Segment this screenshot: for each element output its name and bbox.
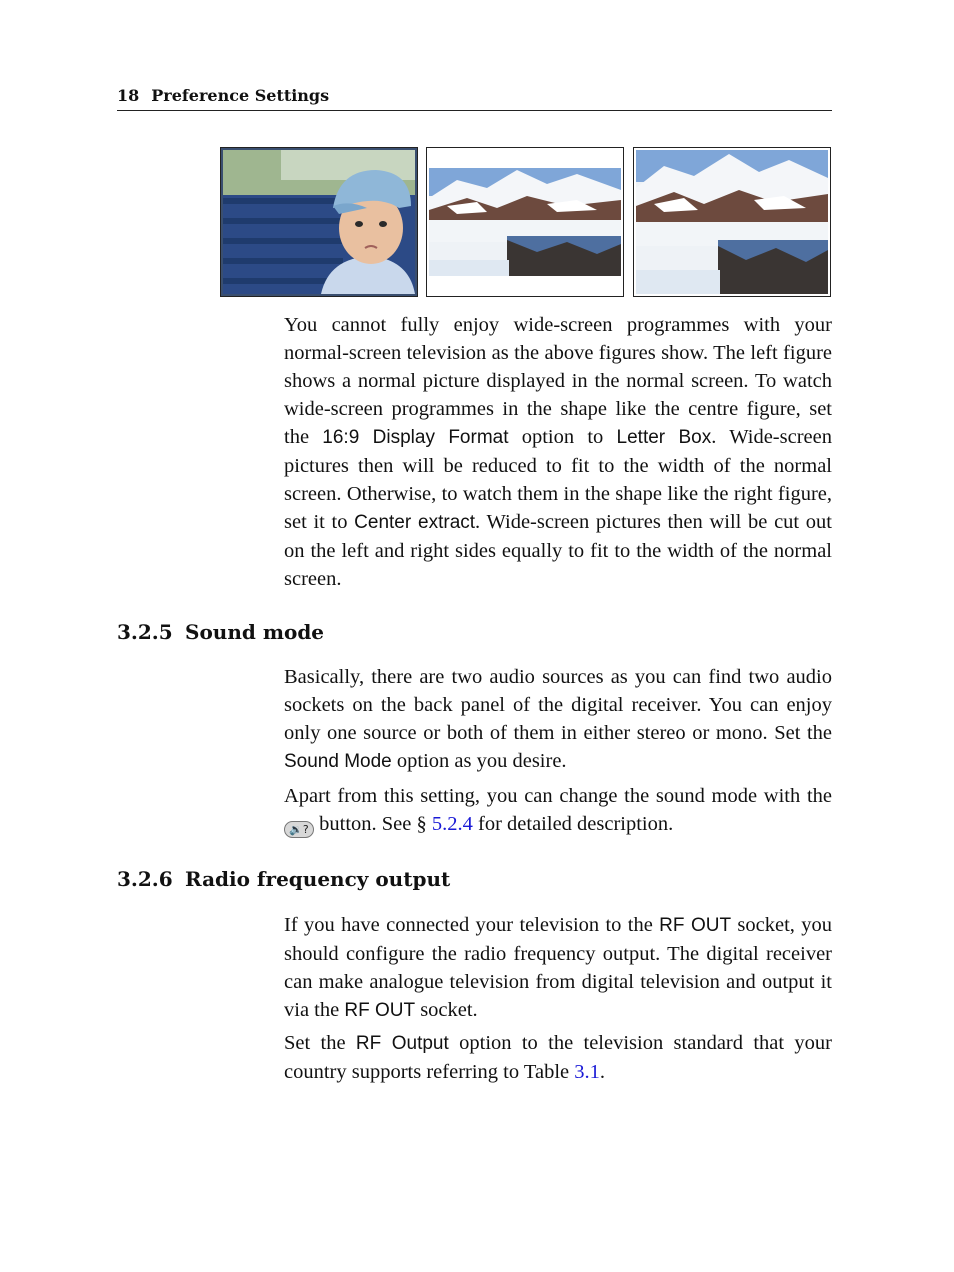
running-header xyxy=(117,86,832,111)
para1-text-4: . Wide-screen pictures then will be cut out on the left and right sides equally to fit to the width of the normal screen. xyxy=(284,511,832,590)
running-header-title: Preference Settings xyxy=(151,86,330,105)
option-letter-box: Letter Box xyxy=(616,427,712,448)
para3-text-3: for detailed description. xyxy=(472,813,674,835)
option-sound-mode: Sound Mode xyxy=(284,751,392,772)
section-title: Radio frequency output xyxy=(185,867,451,891)
para1-text-1: You cannot fully enjoy wide-screen programmes with your normal-screen television as the above figures show. The left figure shows a normal picture displayed in the normal screen. To watch wide-screen programmes in the shape like the centre figure, set the xyxy=(284,314,832,448)
table-reference-link[interactable]: 3.1 xyxy=(574,1061,600,1083)
section-number: 3.2.5 xyxy=(117,620,173,644)
child-photo-image xyxy=(221,148,417,296)
sound-mode-button-icon: 🔉? xyxy=(284,821,314,838)
figure-explanation-paragraph xyxy=(284,311,832,593)
rf-output-paragraph xyxy=(284,911,832,1025)
para5-text-2: option to the television standard that your country supports referring to Table xyxy=(284,1032,832,1083)
option-center-extract: Center extract xyxy=(354,512,476,533)
section-heading-radio-frequency-output xyxy=(117,867,450,891)
center-extract-mountain-image xyxy=(634,148,830,296)
socket-rf-out: RF OUT xyxy=(659,915,732,936)
page-number: 18 xyxy=(117,86,140,105)
figure-letter-box xyxy=(426,147,624,297)
section-reference-link[interactable]: 5.2.4 xyxy=(431,813,473,835)
section-title: Sound mode xyxy=(185,620,325,644)
section-heading-sound-mode xyxy=(117,620,324,644)
para3-text-2: button. See § xyxy=(314,813,432,835)
figure-normal-picture xyxy=(220,147,418,297)
para1-text-3: . Wide-screen pictures then will be reduced to fit to the width of the normal screen. Otherwise, to watch them in the shape like the right figure, set it to xyxy=(284,426,832,533)
option-display-format: 16:9 Display Format xyxy=(322,427,509,448)
para1-text-2: option to xyxy=(508,426,617,448)
para4-text-1: If you have connected your television to the xyxy=(284,914,660,936)
para3-text-1: Apart from this setting, you can change the sound mode with the xyxy=(284,785,832,807)
letterbox-mountain-image xyxy=(427,148,623,296)
para4-text-3: socket. xyxy=(415,999,478,1021)
para2-text-2: option as you desire. xyxy=(391,750,567,772)
option-rf-output: RF Output xyxy=(355,1033,449,1054)
sound-mode-button-paragraph xyxy=(284,782,832,838)
figure-center-extract xyxy=(633,147,831,297)
para5-text-3: . xyxy=(599,1061,605,1083)
socket-rf-out: RF OUT xyxy=(344,1000,416,1021)
para4-text-2: socket, you should configure the radio frequency output. The digital receiver can make analogue television from digital television and output it via the xyxy=(284,914,833,1021)
rf-output-setting-paragraph xyxy=(284,1029,832,1086)
para2-text-1: Basically, there are two audio sources as you can find two audio sockets on the back panel of the digital receiver. You can enjoy only one source or both of them in either stereo or mono. Set the xyxy=(284,666,832,744)
sound-mode-paragraph xyxy=(284,663,832,776)
para5-text-1: Set the xyxy=(284,1032,356,1054)
section-number: 3.2.6 xyxy=(117,867,173,891)
